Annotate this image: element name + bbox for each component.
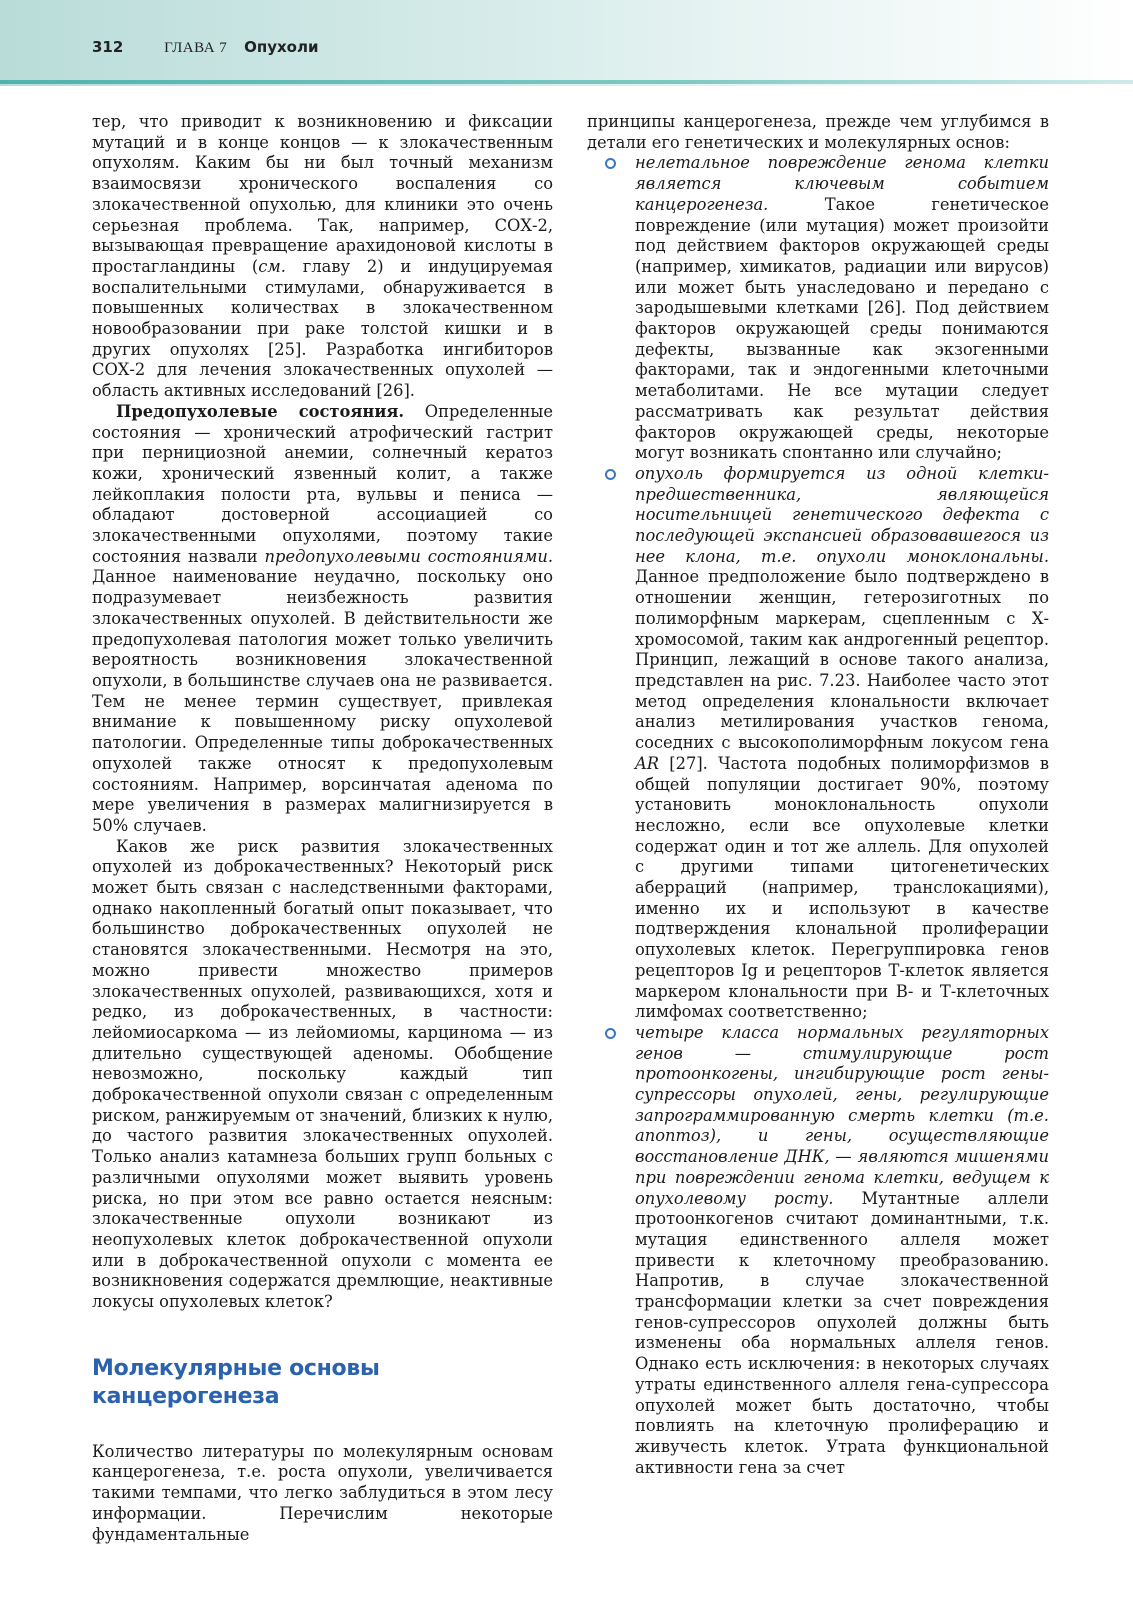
paragraph: Количество литературы по молекулярным основам канцерогенеза, т.е. роста опухоли, увеличивается такими темпами, что легко заблудиться в этом лесу информации. Перечислим некоторые фундаментальные <box>92 1441 553 1544</box>
text-run: [27]. Частота подобных полиморфизмов в общей популяции достигает 90%, поэтому установить моноклональность опухоли несложно, если все опухолевые клетки содержат один и тот же аллель. Для опухолей с другими типами цитогенетических аберраций (например, транслокациями), именно их и используют в качестве подтверждения клональной пролиферации опухолевых клеток. Перегруппировка генов рецепторов Ig и рецепторов Т-клеток является маркером клональности при В- и Т-клеточных лимфомах соответственно; <box>635 753 1049 1022</box>
text-run: Данное наименование неудачно, поскольку оно подразумевает неизбежность развития злокачественных опухолей. В действительности же предопухолевая патология может только увеличить вероятность возникновения злокачественной опухоли, в большинстве случаев она не развивается. Тем не менее термин существует, привлекая внимание к повышенному риску опухолевой патологии. Определенные типы доброкачественных опухолей также относят к предопухолевым состояниям. Например, ворсинчатая аденома по мере увеличения в размерах малигнизируется в 50% случаев. <box>92 567 553 835</box>
paragraph: Каков же риск развития злокачественных опухолей из доброкачественных? Некоторый риск может быть связан с наследственными факторами, однако накопленный богатый опыт показывает, что большинство доброкачественных опухолей не становятся злокачественными. Несмотря на это, можно привести множество примеров злокачественных опухолей, развивающихся, хотя и редко, из доброкачественных, в частности: лейомиосаркома — из лейомиомы, карцинома — из длительно существующей аденомы. Обобщение невозможно, поскольку каждый тип доброкачественной опухоли связан с определенным риском, ранжируемым от значений, близких к нулю, до частого развития злокачественных опухолей. Только анализ катамнеза больших групп больных с различными опухолями может выявить уровень риска, но при этом все равно остается неясным: злокачественные опухоли возникают из неопухолевых клеток доброкачественной опухоли или в доброкачественной опухоли с момента ее возникновения содержатся дремлющие, неактивные локусы опухолевых клеток? <box>92 836 553 1312</box>
chapter-title: Опухоли <box>244 38 319 56</box>
principles-list <box>587 153 1049 1478</box>
text-run-italic: четыре класса нормальных регуляторных генов — стимулирующие рост протоонкогены, ингибирующие рост гены-супрессоры опухолей, гены, регулирующие запрограммированную смерть клетки (т.е. апоптоз), и гены, осуществляющие восстановление ДНК, — являются мишенями при повреждении генома клетки, ведущем к опухолевому росту. <box>635 1022 1049 1208</box>
text-run: главу 2) и индуцируемая воспалительными стимулами, обнаруживается в повышенных количествах в злокачественном новообразовании при раке толстой кишки и в других опухолях [25]. Разработка ингибиторов СОХ-2 для лечения злокачественных опухолей — область активных исследований [26]. <box>92 256 553 401</box>
running-head <box>92 38 318 57</box>
gene-name: AR <box>635 753 660 773</box>
text-run: Такое генетическое повреждение (или мутация) может произойти под действием факторов окружающей среды (например, химикатов, радиации или вирусов) или может быть унаследовано и передано с зародышевыми клетками [26]. Под действием факторов окружающей среды понимаются дефекты, вызванные как экзогенными факторами, так и эндогенными клеточными метаболитами. Не все мутации следует рассматривать как результат действия факторов окружающей среды, некоторые могут возникать спонтанно или случайно; <box>635 194 1049 463</box>
text-run-italic: см. <box>258 256 286 276</box>
paragraph <box>92 112 553 402</box>
list-item <box>587 153 1049 464</box>
header-rule <box>0 80 1133 84</box>
list-item <box>587 1023 1049 1478</box>
bullet-circle-icon <box>605 1028 616 1039</box>
text-run: Данное предположение было подтверждено в отношении женщин, гетерозиготных по полиморфным маркерам, сцепленным с Х-хромосомой, таким как андрогенный рецептор. Принцип, лежащий в основе такого анализа, представлен на рис. 7.23. Наиболее часто этот метод определения клональности включает анализ метилирования участков генома, соседних с высокополиморфным локусом гена <box>635 567 1049 753</box>
page-number: 312 <box>92 38 124 56</box>
text-run-italic: опухоль формируется из одной клетки-предшественника, являющейся носительницей генетического дефекта с последующей экспансией образовавшегося из нее клона, т.е. опухоли моноклональны. <box>635 463 1049 566</box>
bullet-circle-icon <box>605 469 616 480</box>
left-column <box>92 112 553 1545</box>
text-run: Мутантные аллели протоонкогенов считают доминантными, т.к. мутация единственного аллеля может привести к клеточному преобразованию. Напротив, в случае злокачественной трансформации клетки за счет повреждения генов-супрессоров опухолей должны быть изменены оба нормальных аллеля генов. Однако есть исключения: в некоторых случаях утраты единственного аллеля гена-супрессора опухолей может быть достаточно, чтобы повлиять на клеточную пролиферацию и живучесть клеток. Утрата функциональной активности гена за счет <box>635 1188 1049 1477</box>
run-in-heading: Предопухолевые состояния. <box>116 401 405 421</box>
chapter-label: ГЛАВА 7 <box>164 40 228 56</box>
paragraph: принципы канцерогенеза, прежде чем углубимся в детали его генетических и молекулярных основ: <box>587 112 1049 152</box>
text-run-italic: нелетальное повреждение генома клетки является ключевым событием канцерогенеза. <box>635 153 1049 214</box>
section-heading: Молекулярные основы канцерогенеза <box>92 1355 380 1409</box>
text-run: Определенные состояния — хронический атрофический гастрит при пернициозной анемии, солнечный кератоз кожи, хронический язвенный колит, а также лейкоплакия полости рта, вульвы и пениса — обладают достоверной ассоциацией со злокачественными опухолями, поэтому такие состояния назвали <box>92 401 553 566</box>
right-column <box>587 112 1049 1478</box>
list-item <box>587 464 1049 1023</box>
text-run-italic: предопухолевыми состояниями. <box>264 546 554 566</box>
text-run: тер, что приводит к возникновению и фиксации мутаций и в конце концов — к злокачественным опухолям. Каким бы ни был точный механизм взаимосвязи хронического воспаления со злокачественной опухолью, для клиники это очень серьезная проблема. Так, например, СОХ-2, вызывающая превращение арахидоновой кислоты в простагландины ( <box>92 112 553 276</box>
paragraph <box>92 402 553 837</box>
bullet-circle-icon <box>605 158 616 169</box>
